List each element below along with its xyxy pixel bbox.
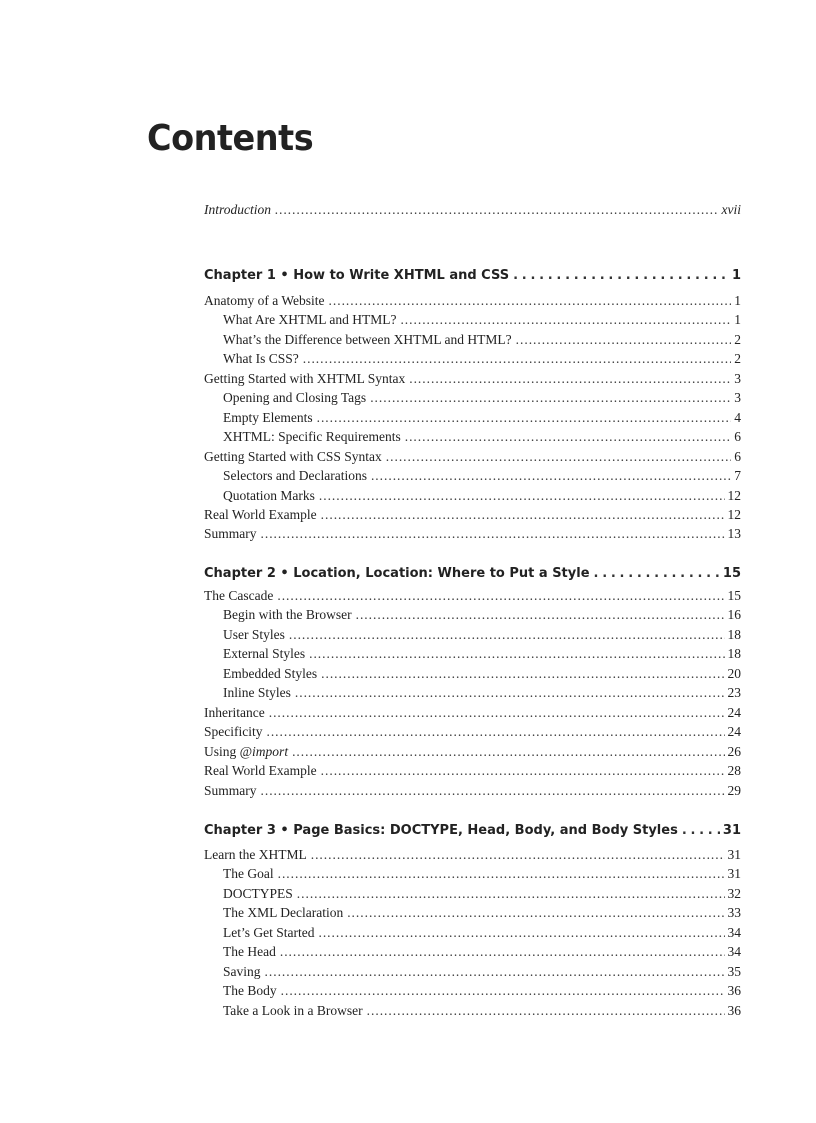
toc-entry-label xyxy=(223,605,356,624)
toc-entry[interactable] xyxy=(204,781,741,800)
toc-entry-text: DOCTYPES xyxy=(223,886,293,901)
dot-leader xyxy=(321,664,724,683)
toc-entry-text: The Body xyxy=(223,983,277,998)
dot-leader xyxy=(311,845,725,864)
toc-entry-page: 26 xyxy=(727,744,741,759)
toc-entry-text: Saving xyxy=(223,964,261,979)
dot-leader xyxy=(261,781,725,800)
toc-entry-label xyxy=(223,1001,367,1020)
toc-entry-text: What Are XHTML and HTML? xyxy=(223,312,397,327)
dot-leader xyxy=(265,962,725,981)
toc-entry-label xyxy=(223,310,400,329)
dot-leader xyxy=(281,981,725,1000)
toc-entry-label xyxy=(223,486,319,505)
toc-entry-page: 29 xyxy=(727,783,741,798)
toc-subentry[interactable] xyxy=(223,486,741,505)
toc-entry-text: The XML Declaration xyxy=(223,905,344,920)
toc-entry-page: 20 xyxy=(727,666,741,681)
toc-entry-page: 12 xyxy=(727,488,741,503)
toc-entry-label xyxy=(223,330,516,349)
dot-leader xyxy=(317,408,732,427)
toc-entry-label xyxy=(223,388,370,407)
dot-leader xyxy=(400,310,731,329)
toc-entry-label xyxy=(223,408,317,427)
dot-leader xyxy=(370,388,731,407)
toc-entry-text: Real World Example xyxy=(204,507,317,522)
toc-entry-label xyxy=(223,923,318,942)
toc-entry-page: 1 xyxy=(734,312,741,327)
chapter-title: Chapter 3 • Page Basics: DOCTYPE, Head, Body, and Body Styles xyxy=(204,823,678,838)
toc-entry-label xyxy=(223,864,278,883)
toc-entry-label xyxy=(204,703,269,722)
dot-leader xyxy=(303,349,732,368)
toc-subentry[interactable] xyxy=(223,864,741,883)
dot-leader xyxy=(371,466,731,485)
toc-entry-label xyxy=(223,903,347,922)
toc-subentry[interactable] xyxy=(223,962,741,981)
toc-entry-page: 18 xyxy=(727,646,741,661)
toc-entry-text: Real World Example xyxy=(204,763,317,778)
toc-entry-text: The Cascade xyxy=(204,588,274,603)
toc-entry-page: 34 xyxy=(727,944,741,959)
toc-entry-page: 4 xyxy=(734,410,741,425)
chapter-page: 15 xyxy=(722,566,741,581)
toc-entry-page: 2 xyxy=(734,332,741,347)
dot-leader xyxy=(409,369,731,388)
toc-entry-label xyxy=(223,962,265,981)
dot-leader xyxy=(280,942,725,961)
toc-entry-page: 13 xyxy=(727,526,741,541)
toc-subentry[interactable] xyxy=(223,884,741,903)
toc-entry-text: Summary xyxy=(204,783,257,798)
toc-entry-text: Let’s Get Started xyxy=(223,925,315,940)
dot-leader xyxy=(275,200,719,219)
toc-entry-label xyxy=(204,742,292,761)
dot-leader xyxy=(594,564,720,583)
chapter-heading[interactable] xyxy=(204,564,741,583)
toc-entry-text: What’s the Difference between XHTML and HTML? xyxy=(223,332,512,347)
dot-leader xyxy=(319,486,725,505)
toc-entry-text: Getting Started with CSS Syntax xyxy=(204,449,382,464)
toc-subentry[interactable] xyxy=(223,330,741,349)
toc-entry-label xyxy=(204,524,261,543)
dot-leader xyxy=(367,1001,725,1020)
toc-entry-page: 2 xyxy=(734,351,741,366)
dot-leader xyxy=(321,505,725,524)
toc-entry-text: Inheritance xyxy=(204,705,265,720)
toc-entry-text: Summary xyxy=(204,526,257,541)
dot-leader xyxy=(266,722,724,741)
toc-entry-label xyxy=(223,981,281,1000)
dot-leader xyxy=(356,605,725,624)
toc-entry-page: 32 xyxy=(727,886,741,901)
toc-entry-text: Embedded Styles xyxy=(223,666,318,681)
toc-subentry[interactable] xyxy=(223,923,741,942)
dot-leader xyxy=(386,447,731,466)
dot-leader xyxy=(329,291,732,310)
toc-entry-label xyxy=(223,644,309,663)
toc-entry-text: Quotation Marks xyxy=(223,488,315,503)
toc-entry-label xyxy=(223,884,297,903)
dot-leader xyxy=(295,683,725,702)
toc-entry-text: Specificity xyxy=(204,724,263,739)
toc-entry-page: 18 xyxy=(727,627,741,642)
dot-leader xyxy=(297,884,725,903)
toc-subentry[interactable] xyxy=(223,942,741,961)
toc-subentry[interactable] xyxy=(223,1001,741,1020)
toc-entry-page: 31 xyxy=(727,847,741,862)
toc-entry-page: 35 xyxy=(727,964,741,979)
toc-entry-page: 24 xyxy=(727,705,741,720)
toc-entry-page: 34 xyxy=(727,925,741,940)
toc-entry-label xyxy=(223,942,280,961)
dot-leader xyxy=(321,761,725,780)
toc-entry[interactable] xyxy=(204,291,741,310)
toc-entry-label xyxy=(223,683,295,702)
toc-entry-text: Getting Started with XHTML Syntax xyxy=(204,371,406,386)
toc-entry-page: 15 xyxy=(727,588,741,603)
chapter-heading[interactable] xyxy=(204,266,741,285)
toc-subentry[interactable] xyxy=(223,310,741,329)
dot-leader xyxy=(261,524,725,543)
dot-leader xyxy=(405,427,732,446)
toc-entry-page: 28 xyxy=(727,763,741,778)
toc-entry-text: External Styles xyxy=(223,646,306,661)
toc-entry-text: Anatomy of a Website xyxy=(204,293,325,308)
page-title: Contents xyxy=(147,118,314,159)
dot-leader xyxy=(289,625,725,644)
toc-entry-label xyxy=(204,845,311,864)
toc-entry-text-italic: @import xyxy=(239,744,289,759)
toc-entry-label xyxy=(223,466,371,485)
toc-entry-text: User Styles xyxy=(223,627,285,642)
toc-entry-text: XHTML: Specific Requirements xyxy=(223,429,401,444)
toc-entry-label: Introduction xyxy=(204,202,271,217)
toc-entry-label xyxy=(204,505,321,524)
toc-entry-text: Inline Styles xyxy=(223,685,291,700)
dot-leader xyxy=(269,703,725,722)
toc-entry-introduction[interactable] xyxy=(204,200,741,219)
toc-entry[interactable] xyxy=(204,505,741,524)
toc-entry-page: 7 xyxy=(734,468,741,483)
toc-subentry[interactable] xyxy=(223,466,741,485)
toc-entry[interactable] xyxy=(204,369,741,388)
toc-entry-page: xvii xyxy=(721,202,741,217)
toc-subentry[interactable] xyxy=(223,427,741,446)
toc-subentry[interactable] xyxy=(223,625,741,644)
toc-entry-text: Learn the XHTML xyxy=(204,847,307,862)
dot-leader xyxy=(318,923,724,942)
toc-entry-text: Take a Look in a Browser xyxy=(223,1003,363,1018)
toc-entry-text: Empty Elements xyxy=(223,410,313,425)
toc-entry-page: 6 xyxy=(734,449,741,464)
toc-entry-label xyxy=(204,291,329,310)
dot-leader xyxy=(347,903,724,922)
toc-entry-label xyxy=(204,586,277,605)
toc-subentry[interactable] xyxy=(223,664,741,683)
chapter-page: 31 xyxy=(722,823,741,838)
toc-entry-page: 3 xyxy=(734,390,741,405)
toc-entry-page: 12 xyxy=(727,507,741,522)
toc-subentry[interactable] xyxy=(223,644,741,663)
toc-subentry[interactable] xyxy=(223,349,741,368)
toc-entry[interactable] xyxy=(204,524,741,543)
toc-entry[interactable] xyxy=(204,722,741,741)
toc-subentry[interactable] xyxy=(223,683,741,702)
toc-entry-page: 23 xyxy=(727,685,741,700)
toc-entry-text: The Head xyxy=(223,944,276,959)
toc-entry-label xyxy=(204,781,261,800)
dot-leader xyxy=(516,330,732,349)
toc-entry-text: The Goal xyxy=(223,866,274,881)
toc-entry-page: 31 xyxy=(727,866,741,881)
toc-entry-page: 16 xyxy=(727,607,741,622)
toc-subentry[interactable] xyxy=(223,408,741,427)
toc-subentry[interactable] xyxy=(223,605,741,624)
dot-leader xyxy=(278,864,725,883)
toc-entry[interactable] xyxy=(204,845,741,864)
toc-entry-page: 36 xyxy=(727,1003,741,1018)
toc-entry-page: 1 xyxy=(734,293,741,308)
chapter-page: 1 xyxy=(731,268,741,283)
toc-entry-page: 6 xyxy=(734,429,741,444)
dot-leader xyxy=(292,742,724,761)
toc-entry-label xyxy=(223,664,321,683)
toc-entry-label xyxy=(204,369,409,388)
toc-entry-text: Opening and Closing Tags xyxy=(223,390,367,405)
toc-entry[interactable] xyxy=(204,703,741,722)
dot-leader xyxy=(277,586,724,605)
toc-entry-page: 3 xyxy=(734,371,741,386)
toc-entry-page: 24 xyxy=(727,724,741,739)
toc-subentry[interactable] xyxy=(223,903,741,922)
dot-leader xyxy=(682,821,720,840)
toc-entry-text: What Is CSS? xyxy=(223,351,299,366)
chapter-heading[interactable] xyxy=(204,821,741,840)
toc-entry[interactable] xyxy=(204,447,741,466)
toc-entry-text: Selectors and Declarations xyxy=(223,468,367,483)
toc-entry-page: 36 xyxy=(727,983,741,998)
dot-leader xyxy=(309,644,724,663)
toc-entry[interactable] xyxy=(204,761,741,780)
toc-entry[interactable] xyxy=(204,586,741,605)
toc-entry-label xyxy=(204,761,321,780)
chapter-title: Chapter 2 • Location, Location: Where to Put a Style xyxy=(204,566,590,581)
toc-entry-label xyxy=(204,447,386,466)
toc-entry-page: 33 xyxy=(727,905,741,920)
dot-leader xyxy=(513,266,729,285)
toc-entry-label xyxy=(223,625,289,644)
toc-subentry[interactable] xyxy=(223,981,741,1000)
toc-entry-text: Begin with the Browser xyxy=(223,607,352,622)
toc-entry[interactable] xyxy=(204,742,741,761)
toc-subentry[interactable] xyxy=(223,388,741,407)
toc-entry-text: Using xyxy=(204,744,240,759)
toc-entry-label xyxy=(223,349,303,368)
chapter-title: Chapter 1 • How to Write XHTML and CSS xyxy=(204,268,510,283)
toc-entry-label xyxy=(204,722,266,741)
toc-entry-label xyxy=(223,427,405,446)
